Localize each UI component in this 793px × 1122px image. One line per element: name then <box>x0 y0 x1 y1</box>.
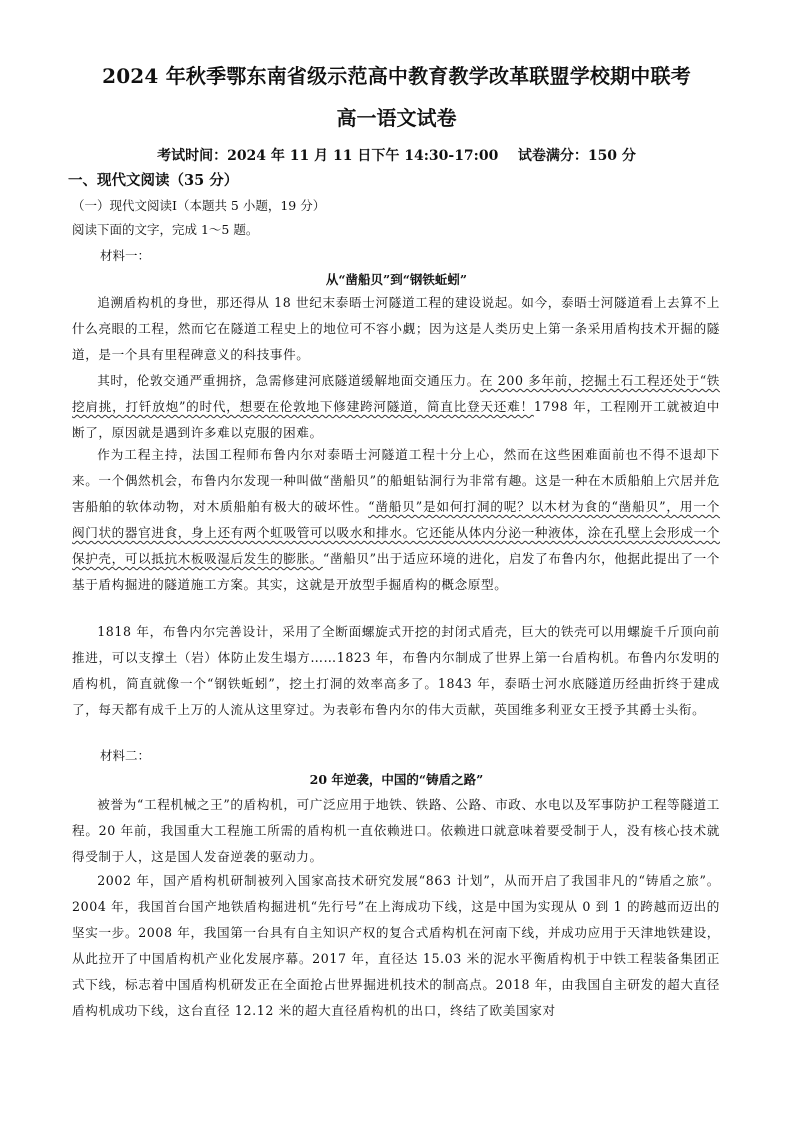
material1-paragraph-2 <box>72 368 720 446</box>
material1-paragraph-1: 追溯盾构机的身世，那还得从 18 世纪末泰晤士河隧道工程的建设说起。如今，泰晤士河隧道看上去算不上什么亮眼的工程，然而它在隧道工程史上的地位可不容小觑；因为这是人类历史上第一条采用盾构技术开掘的隧道，是一个具有里程碑意义的科技事件。 <box>72 295 720 362</box>
exam-subtitle: 高一语文试卷 <box>336 106 457 130</box>
material1-paragraph-3-text-a: 作为工程主持，法国工程师布鲁内尔对泰晤士河隧道工程十分上心，然而在这些困难面前也不得不退却下来。一个偶然机会，布鲁内尔发现一种叫做“凿船贝”的船蛆钻洞行为非常有趣。这是一种在木质船舶上穴居并危害船舶的软体动物，对木质船舶有极大的破坏性。 <box>72 447 720 514</box>
material1-paragraph-3-underlined: “凿船贝”是如何打洞的呢？以木材为食的“凿船贝”，用一个阀门状的器官进食，身上还有两个虹吸管可以吸水和排水。它还能从体内分泌一种液体，涂在孔壁上会形成一个保护壳，可以抵抗木板吸湿后发生的膨胀。 <box>72 499 721 566</box>
section-subheading: （一）现代文阅读Ⅰ（本题共 5 小题，19 分） <box>72 198 326 213</box>
section-heading: 一、现代文阅读（35 分） <box>68 172 239 189</box>
material1-paragraph-3 <box>72 442 720 598</box>
reading-instruction: 阅读下面的文字，完成 1～5 题。 <box>72 222 259 237</box>
material1-paragraph-3-text-b: “凿船贝”出于适应环境的进化，启发了布鲁内尔，他据此提出了一个基于盾构掘进的隧道施工方案。其实，这就是开放型手掘盾构的概念原型。 <box>72 551 720 592</box>
material2-paragraph-1: 被誉为“工程机械之王”的盾构机，可广泛应用于地铁、铁路、公路、市政、水电以及军事防护工程等隧道工程。20 年前，我国重大工程施工所需的盾构机一直依赖进口。依赖进口就意味着要受制于人，没有核心技术就得受制于人，这是国人发奋逆袭的驱动力。 <box>72 797 720 864</box>
material1-label: 材料一： <box>100 248 151 263</box>
material1-title: 从“凿船贝”到“钢铁蚯蚓” <box>325 272 468 287</box>
material1-paragraph-2-text-a: 其时，伦敦交通严重拥挤，急需修建河底隧道缓解地面交通压力。 <box>97 373 480 388</box>
exam-title: 2024 年秋季鄂东南省级示范高中教育教学改革联盟学校期中联考 <box>102 64 691 88</box>
exam-info: 考试时间：2024 年 11 月 11 日下午 14:30-17:00 试卷满分：150 分 <box>157 148 636 164</box>
material2-paragraph-2: 2002 年，国产盾构机研制被列入国家高技术研究发展“863 计划”，从而开启了我国非凡的“铸盾之旅”。2004 年，我国首台国产地铁盾构掘进机“先行号”在上海成功下线，这是中国为实现从 0 到 1 的跨越而迈出的坚实一步。2008 年，我国第一台具有自主知识产权的复合式盾构机在河南下线，并成功应用于天津地铁建设，从此拉开了中国盾构机产业化发展序幕。2017 年，直径达 15.03 米的泥水平衡盾构机于中铁工程装备集团正式下线，标志着中国盾构机研发正在全面抢占世界掘进机技术的制高点。2018 年，由我国自主研发的超大直径盾构机成功下线，这台直径 12.12 米的超大直径盾构机的出口，终结了欧美国家对 <box>72 873 720 1018</box>
material1-paragraph-2-underlined: 在 200 多年前，挖掘土石工程还处于“铁挖肩挑，打钎放炮”的时代，想要在伦敦地下修建跨河隧道，简直比登天还难！ <box>72 373 720 414</box>
material1-paragraph-4: 1818 年，布鲁内尔完善设计，采用了全断面螺旋式开挖的封闭式盾壳，巨大的铁壳可以用螺旋千斤顶向前推进，可以支撑土（岩）体防止发生塌方……1823 年，布鲁内尔制成了世界上第一台盾构机。布鲁内尔发明的盾构机，简直就像一个“钢铁蚯蚓”，挖土打洞的效率高多了。1843 年，泰晤士河水底隧道历经曲折终于建成了，每天都有成千上万的人流从这里穿过。为表彰布鲁内尔的伟大贡献，英国维多利亚女王授予其爵士头衔。 <box>72 624 720 717</box>
material2-label: 材料二： <box>100 748 151 763</box>
material2-title: 20 年逆袭，中国的“铸盾之路” <box>309 772 484 787</box>
material1-paragraph-2-text-b: 1798 年，工程刚开工就被迫中断了，原因就是遇到许多难以克服的困难。 <box>72 399 720 440</box>
